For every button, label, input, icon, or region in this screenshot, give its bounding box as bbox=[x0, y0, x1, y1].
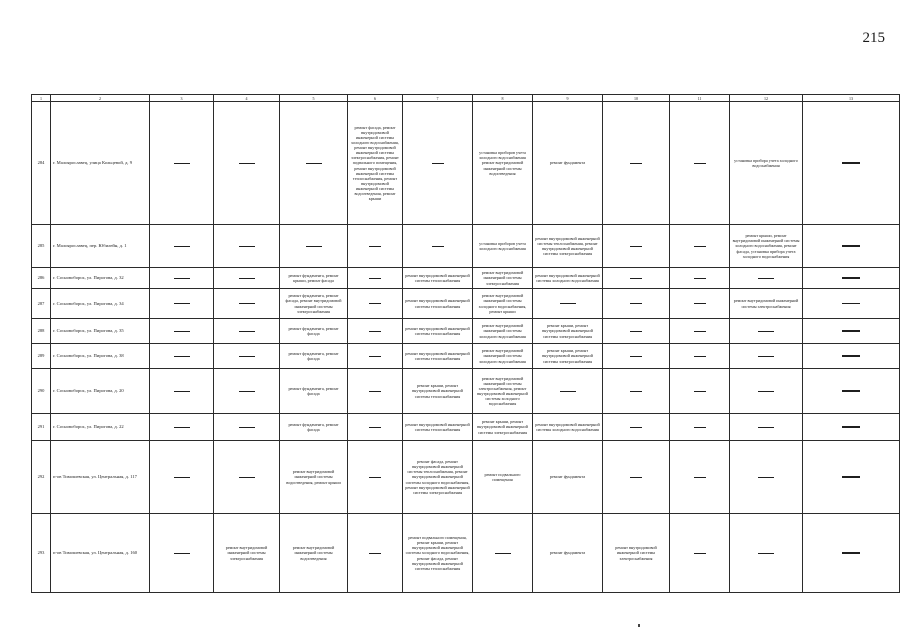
work-cell bbox=[670, 414, 730, 441]
dash-mark bbox=[369, 356, 381, 357]
work-cell bbox=[670, 102, 730, 225]
work-cell bbox=[603, 319, 670, 344]
table-row bbox=[32, 441, 900, 514]
dash-mark bbox=[758, 477, 774, 478]
dash-mark bbox=[842, 426, 860, 427]
dash-mark bbox=[842, 552, 860, 553]
dash-mark bbox=[630, 331, 642, 332]
work-cell bbox=[348, 344, 403, 369]
column-number: 12 bbox=[730, 95, 803, 102]
address-cell: г. Сосновоборск, ул. Пирогова, д. 38 bbox=[51, 344, 150, 369]
dash-mark bbox=[630, 303, 642, 304]
work-cell: ремонт внутридомовой инженерной системы электроснабжения bbox=[730, 289, 803, 319]
work-cell bbox=[803, 319, 900, 344]
dash-mark bbox=[174, 246, 190, 247]
work-cell bbox=[730, 319, 803, 344]
dash-mark bbox=[560, 303, 576, 304]
work-cell bbox=[803, 225, 900, 268]
work-cell bbox=[348, 225, 403, 268]
work-cell bbox=[150, 514, 214, 593]
row-number: 287 bbox=[32, 289, 51, 319]
address-cell: г. Сосновоборск, ул. Пирогова, д. 35 bbox=[51, 319, 150, 344]
dash-mark bbox=[694, 246, 706, 247]
dash-mark bbox=[630, 246, 642, 247]
work-cell: установка приборов учета холодного водоснабжения ремонт внутридомовой инженерной системы водоотведения bbox=[473, 102, 533, 225]
dash-mark bbox=[369, 246, 381, 247]
work-cell bbox=[670, 344, 730, 369]
dash-mark bbox=[842, 162, 860, 163]
dash-mark bbox=[758, 356, 774, 357]
work-cell bbox=[603, 289, 670, 319]
work-cell: ремонт внутридомовой инженерной системы электроснабжения, ремонт внутридомовой инженерной системы холодного водоснабжения bbox=[473, 369, 533, 414]
work-cell: установка приборов учета холодного водоснабжения bbox=[473, 225, 533, 268]
column-number: 8 bbox=[473, 95, 533, 102]
work-cell: ремонт крыши, ремонт внутридомовой инженерной системы электроснабжения bbox=[533, 319, 603, 344]
work-cell bbox=[670, 225, 730, 268]
work-cell: ремонт фундамента, ремонт фасада, ремонт внутридомовой инженерной системы электроснабжения bbox=[280, 289, 348, 319]
work-cell bbox=[150, 441, 214, 514]
work-cell bbox=[803, 441, 900, 514]
work-cell bbox=[150, 369, 214, 414]
dash-mark bbox=[694, 163, 706, 164]
work-cell: ремонт внутридомовой инженерной системы водоотведения bbox=[280, 514, 348, 593]
dash-mark bbox=[842, 390, 860, 391]
dash-mark bbox=[369, 391, 381, 392]
dash-mark bbox=[174, 303, 190, 304]
dash-mark bbox=[630, 163, 642, 164]
work-cell bbox=[533, 289, 603, 319]
column-number: 5 bbox=[280, 95, 348, 102]
dash-mark bbox=[432, 246, 444, 247]
work-cell bbox=[603, 441, 670, 514]
column-number: 2 bbox=[51, 95, 150, 102]
table-row bbox=[32, 369, 900, 414]
dash-mark bbox=[239, 427, 255, 428]
dash-mark bbox=[694, 427, 706, 428]
work-cell bbox=[150, 344, 214, 369]
column-number: 6 bbox=[348, 95, 403, 102]
dash-mark bbox=[842, 355, 860, 356]
dash-mark bbox=[369, 303, 381, 304]
dash-mark bbox=[630, 391, 642, 392]
work-cell: ремонт фундамента, ремонт фасада bbox=[280, 414, 348, 441]
work-cell bbox=[803, 102, 900, 225]
table-row bbox=[32, 102, 900, 225]
dash-mark bbox=[369, 553, 381, 554]
column-number: 4 bbox=[214, 95, 280, 102]
address-cell: п-ов Тимошевская, ул. Центральная, д. 160 bbox=[51, 514, 150, 593]
work-cell bbox=[730, 369, 803, 414]
work-cell: ремонт внутридомовой инженерной системы теплоснабжения bbox=[403, 268, 473, 289]
work-cell bbox=[348, 319, 403, 344]
dash-mark bbox=[842, 303, 860, 304]
work-cell bbox=[803, 414, 900, 441]
work-cell: ремонт крыши, ремонт внутридомовой инженерной системы теплоснабжения bbox=[403, 369, 473, 414]
work-cell bbox=[730, 414, 803, 441]
work-cell bbox=[214, 268, 280, 289]
work-cell bbox=[214, 344, 280, 369]
row-number: 285 bbox=[32, 225, 51, 268]
dash-mark bbox=[630, 356, 642, 357]
work-cell bbox=[214, 414, 280, 441]
work-cell bbox=[280, 225, 348, 268]
row-number: 289 bbox=[32, 344, 51, 369]
table-row bbox=[32, 414, 900, 441]
work-cell bbox=[730, 344, 803, 369]
work-cell bbox=[803, 514, 900, 593]
work-cell bbox=[214, 369, 280, 414]
work-cell bbox=[150, 289, 214, 319]
work-cell bbox=[214, 319, 280, 344]
dash-mark bbox=[694, 331, 706, 332]
work-cell: ремонт внутридомовой инженерной системы холодного водоснабжения, ремонт крыши bbox=[473, 289, 533, 319]
dash-mark bbox=[495, 553, 511, 554]
work-cell bbox=[473, 514, 533, 593]
work-cell: ремонт фасада, ремонт внутридомовой инженерной системы теплоснабжения, ремонт внутридомовой инженерной системы холодного водоснабжения, ремонт внутридомовой инженерной системы электроснабжения bbox=[403, 441, 473, 514]
work-cell bbox=[803, 344, 900, 369]
work-cell bbox=[403, 225, 473, 268]
work-cell: ремонт внутридомовой инженерной системы электроснабжения bbox=[473, 268, 533, 289]
address-cell: г. Малоярославец, улица Кольцевой, д. 9 bbox=[51, 102, 150, 225]
work-cell bbox=[348, 441, 403, 514]
work-cell bbox=[670, 369, 730, 414]
dash-mark bbox=[560, 391, 576, 392]
table-row bbox=[32, 319, 900, 344]
dash-mark bbox=[369, 331, 381, 332]
work-cell bbox=[214, 225, 280, 268]
work-cell: ремонт внутридомовой инженерной системы теплоснабжения bbox=[403, 344, 473, 369]
column-number: 9 bbox=[533, 95, 603, 102]
address-cell: п-ов Тимошевская, ул. Центральная, д. 117 bbox=[51, 441, 150, 514]
dash-mark bbox=[174, 356, 190, 357]
work-cell bbox=[348, 414, 403, 441]
dash-mark bbox=[630, 477, 642, 478]
dash-mark bbox=[758, 391, 774, 392]
work-cell: ремонт внутридомовой инженерной системы холодного водоснабжения bbox=[533, 268, 603, 289]
dash-mark bbox=[694, 391, 706, 392]
work-cell: ремонт фундамента, ремонт фасада bbox=[280, 344, 348, 369]
dash-mark bbox=[842, 330, 860, 331]
dash-mark bbox=[694, 278, 706, 279]
work-cell: ремонт фундамента, ремонт крыши, ремонт фасада bbox=[280, 268, 348, 289]
work-cell bbox=[803, 289, 900, 319]
work-cell: ремонт подвального помещения bbox=[473, 441, 533, 514]
address-cell: г. Сосновоборск, ул. Пирогова, д. 34 bbox=[51, 289, 150, 319]
dash-mark bbox=[369, 477, 381, 478]
work-cell: ремонт внутридомовой инженерной системы водоотведения, ремонт крыши bbox=[280, 441, 348, 514]
dash-mark bbox=[174, 477, 190, 478]
dash-mark bbox=[630, 427, 642, 428]
dash-mark bbox=[239, 303, 255, 304]
dash-mark bbox=[174, 427, 190, 428]
table-row bbox=[32, 344, 900, 369]
work-cell bbox=[603, 268, 670, 289]
work-cell: ремонт фундамента bbox=[533, 102, 603, 225]
work-cell bbox=[670, 268, 730, 289]
dash-mark bbox=[694, 477, 706, 478]
work-cell bbox=[730, 514, 803, 593]
dash-mark bbox=[758, 553, 774, 554]
work-cell bbox=[670, 441, 730, 514]
work-cell: ремонт фундамента bbox=[533, 441, 603, 514]
work-cell: ремонт фундамента, ремонт фасада bbox=[280, 319, 348, 344]
address-cell: г. Сосновоборск, ул. Пирогова, д. 20 bbox=[51, 369, 150, 414]
dash-mark bbox=[239, 163, 255, 164]
column-number: 1 bbox=[32, 95, 51, 102]
row-number: 290 bbox=[32, 369, 51, 414]
work-cell bbox=[150, 225, 214, 268]
work-cell: ремонт внутридомовой инженерной системы теплоснабжения bbox=[403, 414, 473, 441]
column-number: 10 bbox=[603, 95, 670, 102]
table-row bbox=[32, 225, 900, 268]
work-cell bbox=[730, 441, 803, 514]
work-cell bbox=[348, 268, 403, 289]
dash-mark bbox=[369, 427, 381, 428]
work-cell bbox=[348, 514, 403, 593]
dash-mark bbox=[239, 356, 255, 357]
table-row bbox=[32, 514, 900, 593]
work-cell bbox=[803, 268, 900, 289]
work-cell: ремонт крыши, ремонт внутридомовой инженерной системы электроснабжения bbox=[533, 344, 603, 369]
work-cell bbox=[603, 344, 670, 369]
dash-mark bbox=[842, 245, 860, 246]
column-number: 13 bbox=[803, 95, 900, 102]
row-number: 286 bbox=[32, 268, 51, 289]
dash-mark bbox=[758, 278, 774, 279]
column-number: 7 bbox=[403, 95, 473, 102]
work-cell: ремонт внутридомовой инженерной системы теплоснабжения, ремонт внутридомовой инженерной системы электроснабжения bbox=[533, 225, 603, 268]
dash-mark bbox=[239, 246, 255, 247]
scan-speck bbox=[638, 624, 640, 627]
dash-mark bbox=[758, 427, 774, 428]
dash-mark bbox=[174, 331, 190, 332]
dash-mark bbox=[306, 163, 322, 164]
dash-mark bbox=[306, 246, 322, 247]
address-cell: г. Малоярославец, пер. Юбилейн, д. 1 bbox=[51, 225, 150, 268]
work-cell: ремонт внутридомовой инженерной системы электроснабжения bbox=[603, 514, 670, 593]
table-row bbox=[32, 289, 900, 319]
work-cell: ремонт крыши, ремонт внутридомовой инженерной системы холодного водоснабжения, ремонт фасада, установка прибора учета холодного водоснабжения bbox=[730, 225, 803, 268]
dash-mark bbox=[174, 391, 190, 392]
work-cell: ремонт внутридомовой инженерной системы холодного водоснабжения bbox=[473, 344, 533, 369]
work-cell: ремонт внутридомовой инженерной системы теплоснабжения bbox=[403, 289, 473, 319]
work-cell: установка прибора учета холодного водоснабжения bbox=[730, 102, 803, 225]
work-cell bbox=[214, 441, 280, 514]
work-cell bbox=[533, 369, 603, 414]
work-cell bbox=[214, 289, 280, 319]
dash-mark bbox=[174, 553, 190, 554]
work-cell bbox=[603, 414, 670, 441]
dash-mark bbox=[630, 278, 642, 279]
dash-mark bbox=[758, 331, 774, 332]
column-number-row bbox=[32, 95, 900, 102]
row-number: 288 bbox=[32, 319, 51, 344]
table-row bbox=[32, 268, 900, 289]
row-number: 284 bbox=[32, 102, 51, 225]
dash-mark bbox=[239, 278, 255, 279]
work-cell: ремонт фасада, ремонт внутридомовой инженерной системы холодного водоснабжения, ремонт внутридомовой инженерной системы электроснабжения, ремонт подвального помещения, ремонт внутридомовой инженерной системы теплоснабжения, ремонт внутридомовой инженерной системы водоотведения, ремонт крыши bbox=[348, 102, 403, 225]
work-cell: ремонт внутридомовой инженерной системы холодного водоснабжения bbox=[473, 319, 533, 344]
column-number: 3 bbox=[150, 95, 214, 102]
work-cell: ремонт фундамента bbox=[533, 514, 603, 593]
dash-mark bbox=[842, 476, 860, 477]
work-cell: ремонт крыши, ремонт внутридомовой инженерной системы электроснабжения bbox=[473, 414, 533, 441]
dash-mark bbox=[174, 278, 190, 279]
dash-mark bbox=[174, 163, 190, 164]
work-cell bbox=[150, 414, 214, 441]
work-cell bbox=[670, 319, 730, 344]
work-cell: ремонт внутридомовой инженерной системы холодного водоснабжения bbox=[533, 414, 603, 441]
work-cell: ремонт внутридомовой инженерной системы теплоснабжения bbox=[403, 319, 473, 344]
repair-schedule-table bbox=[31, 94, 900, 593]
work-cell: ремонт внутридомовой инженерной системы электроснабжения bbox=[214, 514, 280, 593]
row-number: 292 bbox=[32, 441, 51, 514]
dash-mark bbox=[694, 303, 706, 304]
work-cell bbox=[280, 102, 348, 225]
work-cell bbox=[348, 289, 403, 319]
row-number: 291 bbox=[32, 414, 51, 441]
work-cell: ремонт подвального помещения, ремонт крыши, ремонт внутридомовой инженерной системы холодного водоснабжения, ремонт фасада, ремонт внутридомовой инженерной системы теплоснабжения bbox=[403, 514, 473, 593]
work-cell: ремонт фундамента, ремонт фасада bbox=[280, 369, 348, 414]
address-cell: г. Сосновоборск, ул. Пирогова, д. 32 bbox=[51, 268, 150, 289]
work-cell bbox=[150, 319, 214, 344]
dash-mark bbox=[694, 553, 706, 554]
dash-mark bbox=[239, 331, 255, 332]
row-number: 293 bbox=[32, 514, 51, 593]
work-cell bbox=[670, 289, 730, 319]
work-cell bbox=[803, 369, 900, 414]
work-cell bbox=[730, 268, 803, 289]
page-number: 215 bbox=[862, 30, 885, 46]
address-cell: г. Сосновоборск, ул. Пирогова, д. 22 bbox=[51, 414, 150, 441]
dash-mark bbox=[694, 356, 706, 357]
work-cell bbox=[670, 514, 730, 593]
work-cell bbox=[150, 102, 214, 225]
work-cell bbox=[603, 102, 670, 225]
dash-mark bbox=[432, 163, 444, 164]
work-cell bbox=[403, 102, 473, 225]
work-cell bbox=[603, 225, 670, 268]
dash-mark bbox=[369, 278, 381, 279]
work-cell bbox=[603, 369, 670, 414]
dash-mark bbox=[239, 477, 255, 478]
work-cell bbox=[150, 268, 214, 289]
work-cell bbox=[348, 369, 403, 414]
dash-mark bbox=[239, 391, 255, 392]
column-number: 11 bbox=[670, 95, 730, 102]
dash-mark bbox=[842, 277, 860, 278]
work-cell bbox=[214, 102, 280, 225]
